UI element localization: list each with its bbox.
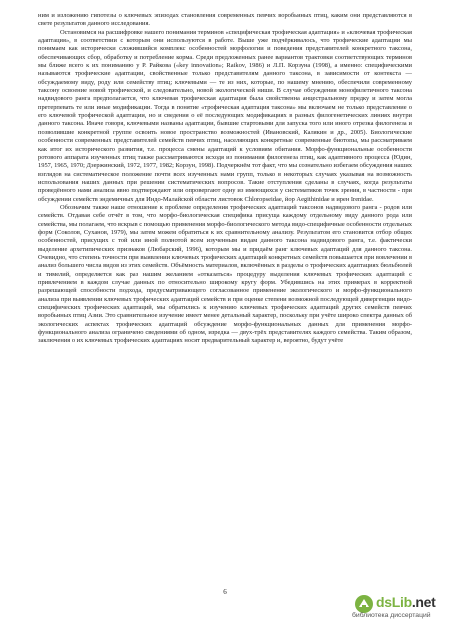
watermark[interactable]	[350, 594, 446, 624]
watermark-site-domain: .net	[411, 594, 436, 610]
dslib-logo-icon	[354, 594, 374, 614]
paragraph-3: Обозначим также наше отношение к проблеме определения трофических адаптаций таксонов надвидового ранга - родов или семейств. Отдавая себе отчёт в том, что морфо-биологическая специфика присуща каждому отдельному виду данного рода или семейства, мы полагаем, что вскрыв с помощью применения морфо-биологического метода видо-специфичные особенности отдельных форм (Соколов, Суханов, 1979), мы затем можем обратиться к их сравнительному анализу. Результатом его становится отбор общих особенностей, присущих с той или иной полнотой всем изученным видам данного таксона надвидового ранга, т.е. фактически выделение архетипических признаков (Любарский, 1996), которым мы и придаём ранг ключевых адаптаций для данного таксона. Очевидно, что степень точности при выявлении ключевых трофических адаптаций конкретных семейств повышается при вовлечении в анализ большего числа видов из этих семейств. Объёмность материалов, включённых в разделы о трофических адаптациях бюльбюлей и тимелий, определяется как раз нашим желанием «отказаться» процедуру выделения ключевых трофических адаптаций с привлечением в каждом случае данных по относительно широкому кругу форм. Убедившись на этих примерах в корректной разрешающей способности подхода, предусматривающего согласованное применение экологического и морфо-функционального анализа при выявлении ключевых трофических адаптаций семейств и при оценке степени возможной последующей дивергенции видо-специфических трофических адаптаций, мы обратились к изучению ключевых трофических адаптаций других семейств певчих воробьиных птиц Азии. Это сравнительное изучение имеет менее детальный характер, поскольку при учёте широко спектра данных об экологических аспектах трофических адаптаций обсуждение морфо-функциональных данных для применения морфо-функционального анализа ограничено сведениями об одном, изредка — двух-трёх представителях каждого семейства. Таким образом, заключения о их ключевых трофических адаптациях носят предварительный характер и, вероятно, будут учёте	[38, 203, 412, 345]
watermark-site-main: dsLib	[376, 594, 412, 610]
watermark-subtitle: библиотека диссертаций	[352, 612, 431, 619]
paragraph-1: ним и изложению гипотезы о ключевых эпизодах становления современных певчих воробьиных птиц, каким они представляются в свете результатов данного исследования.	[38, 12, 412, 28]
body-text	[38, 12, 412, 346]
page-number: 6	[223, 588, 227, 596]
watermark-site	[376, 594, 436, 610]
paragraph-2: Остановимся на расшифровке нашего понимания терминов «специфическая трофическая адаптация» и «ключевая трофическая адаптация», в соответствии с которым они используются в работе. Выше уже подчёркивалось, что трофические адаптации мы понимаем как исторически сложившийся комплекс особенностей морфологии и поведения представителей конкретного таксона, обеспечивающих сбор, обработку и потребление корма. Среди предложенных ранее вариантов трактовки соответствующих терминов мы ближе всего к их пониманию у Р. Райкова («key innovation»; Raikov, 1986) и Л.П. Корзуна (1998), а именно: специфическими называются трофические адаптации, свойственные только представителям данного таксона, в зависимости от контекста — обсуждаемому виду, роду или семейству птиц; ключевыми — те из них, которые, по нашему мнению, обеспечили современному таксону освоение новой трофической, и следовательно, новой экологической ниши. В случае обсуждения монофилетичного таксона надвидового ранга предполагается, что ключевая трофическая адаптация была свойственна анцестральному предку и затем могла претерпевать те или иные модификации. Тогда в понятие «трофическая адаптация таксона» мы включаем не только представление о его ключевой трофической адаптации, но и сведения о её последующих модификациях в разных филогенетических линиях внутри данного таксона. Иначе говоря, ключевыми названы адаптации, бывшие стартовыми для запуска того или иного отрезка филогенеза и позволившие конкретной группе освоить новое пространство возможностей (Ивановский, Калякин и др., 2005). Биологические особенности современных представителей семейств певчих птиц, населяющих конкретные современные биотопы, мы рассматриваем как итог их исторического развития, т.е. процесса смены адаптаций к условиям обитания. Морфо-функциональные особенности ротового аппарата изученных птиц также рассматриваются исходя из понимания филогенеза птиц, как адаптивного процесса (Юдин, 1957, 1965, 1970; Дзержинский, 1972, 1977, 1982; Корзун, 1998). Подчеркнём тот факт, что мы сознательно избегаем обсуждения наших взглядов на систематическое положение почти всех изученных нами групп, только в некоторых случаях указывая на возможность использования наших данных при решении систематических вопросов. Такие отступления сделаны в случаях, когда результаты проведённого нами анализа явно подтверждают или опровергают одну из имеющихся у систематиков точек зрения, в частности - при обсуждении семейств эндемичных для Индо-Малайской области листовок Chloropseidae, йор Aegithinidae и ирен Irenidae.	[38, 28, 412, 203]
